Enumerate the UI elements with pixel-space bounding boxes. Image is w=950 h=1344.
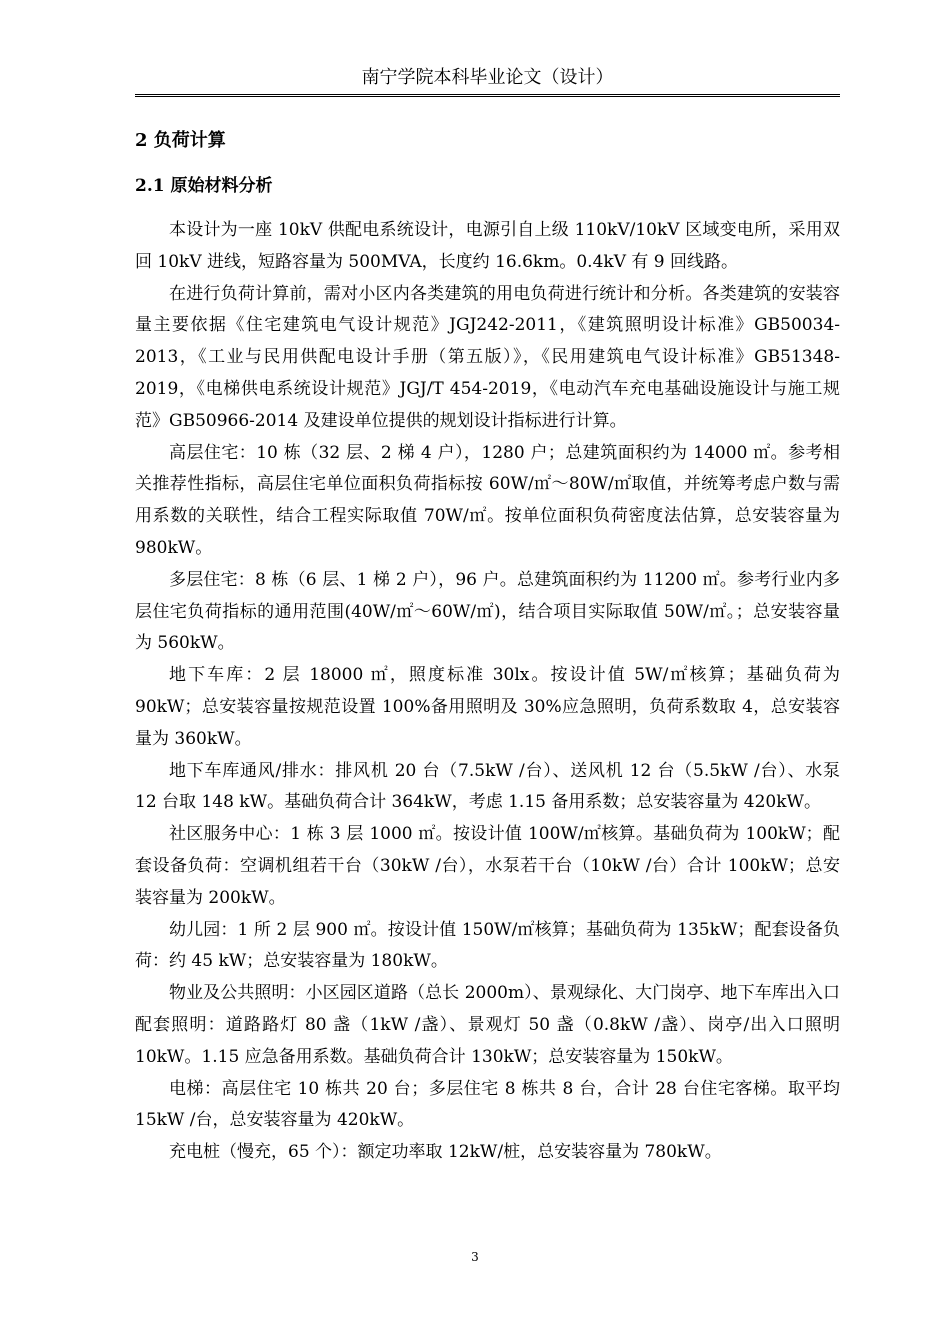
paragraph: 本设计为一座 10kV 供配电系统设计，电源引自上级 110kV/10kV 区域变电所，采用双回 10kV 进线，短路容量为 500MVA，长度约 16.6km。0.4kV 有 9 回线路。 <box>135 220 840 272</box>
paragraph: 充电桩（慢充，65 个）：额定功率取 12kW/桩，总安装容量为 780kW。 <box>169 1142 722 1163</box>
chapter-heading: 2 负荷计算 <box>135 130 226 151</box>
body-text <box>135 215 840 1169</box>
paragraph: 多层住宅：8 栋（6 层、1 梯 2 户），96 户。总建筑面积约为 11200 ㎡。参考行业内多层住宅负荷指标的通用范围(40W/㎡～60W/㎡)，结合项目实际取值 50W/㎡。；总安装容量为 560kW。 <box>135 569 840 654</box>
paragraph: 在进行负荷计算前，需对小区内各类建筑的用电负荷进行统计和分析。各类建筑的安装容量主要依据《住宅建筑电气设计规范》JGJ242-2011，《建筑照明设计标准》GB50034-2013，《工业与民用供配电设计手册（第五版）》，《民用建筑电气设计标准》GB51348-2019，《电梯供电系统设计规范》JGJ/T 454-2019，《电动汽车充电基础设施设计与施工规范》GB50966-2014 及建设单位提供的规划设计指标进行计算。 <box>135 283 840 431</box>
paragraph: 电梯：高层住宅 10 栋共 20 台；多层住宅 8 栋共 8 台，合计 28 台住宅客梯。取平均 15kW /台，总安装容量为 420kW。 <box>135 1078 840 1131</box>
page-number: 3 <box>471 1250 479 1264</box>
paragraph: 高层住宅：10 栋（32 层、2 梯 4 户），1280 户；总建筑面积约为 14000 ㎡。参考相关推荐性指标，高层住宅单位面积负荷指标按 60W/㎡～80W/㎡取值，并统筹考虑户数与需用系数的关联性，结合工程实际取值 70W/㎡。按单位面积负荷密度法估算，总安装容量为 980kW。 <box>135 442 840 558</box>
paragraph: 物业及公共照明：小区园区道路（总长 2000m）、景观绿化、大门岗亭、地下车库出入口配套照明：道路路灯 80 盏（1kW /盏）、景观灯 50 盏（0.8kW /盏）、岗亭/出入口照明 10kW。1.15 应急备用系数。基础负荷合计 130kW；总安装容量为 150kW。 <box>135 983 840 1067</box>
header-divider <box>135 94 840 97</box>
paragraph: 地下车库通风/排水：排风机 20 台（7.5kW /台）、送风机 12 台（5.5kW /台）、水泵 12 台取 148 kW。基础负荷合计 364kW，考虑 1.15 备用系数；总安装容量为 420kW。 <box>135 760 840 813</box>
page-header: 南宁学院本科毕业论文（设计） <box>361 67 614 88</box>
section-heading: 2.1 原始材料分析 <box>135 176 273 196</box>
paragraph: 地下车库：2 层 18000 ㎡，照度标准 30lx。按设计值 5W/㎡核算；基础负荷为 90kW；总安装容量按规范设置 100%备用照明及 30%应急照明，负荷系数取 4，总安装容量为 360kW。 <box>135 665 840 749</box>
paragraph: 社区服务中心：1 栋 3 层 1000 ㎡。按设计值 100W/㎡核算。基础负荷为 100kW；配套设备负荷：空调机组若干台（30kW /台），水泵若干台（10kW /台）合计 100kW；总安装容量为 200kW。 <box>135 824 840 908</box>
paragraph: 幼儿园：1 所 2 层 900 ㎡。按设计值 150W/㎡核算；基础负荷为 135kW；配套设备负荷：约 45 kW；总安装容量为 180kW。 <box>135 919 840 972</box>
